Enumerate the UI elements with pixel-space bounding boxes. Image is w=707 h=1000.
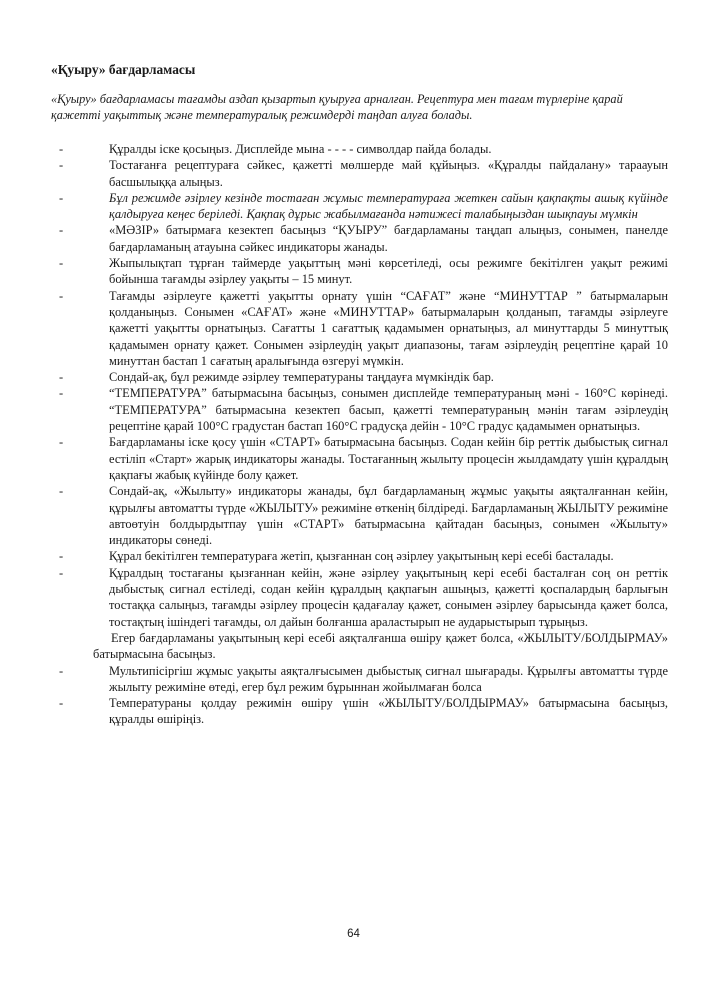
list-item-text: Мультипісіргіш жұмыс уақыты аяқталғысымен дыбыстық сигнал шығарады. Құрылғы автоматты түрде жылыту режиміне өтеді, егер бұл режим бұрыннан жойылмаған болса [109,663,668,694]
list-item [51,548,668,564]
dash-marker: - [59,288,64,303]
dash-marker: - [59,386,64,401]
list-item-text: Температураны қолдау режимін өшіру үшін «ЖЫЛЫТУ/БОЛДЫРМАУ» батырмасына басыңыз, құралды өшіріңіз. [109,696,668,727]
list-item [51,222,668,255]
list-item [51,157,668,190]
dash-marker: - [59,223,64,238]
list-item [51,434,668,483]
list-item-note [51,190,668,223]
list-item-text: Құрал бекітілген температураға жетіп, қызғаннан соң әзірлеу уақытының кері есебі басталады. [109,549,614,564]
list-item-text: «МӘЗІР» батырмаға кезектеп басыңыз “ҚУЫРУ” бағдарламаны таңдап алыңыз, сонымен, панелде бағдарламаның атауына сәйкес индикаторы жанады. [109,223,668,254]
dash-marker: - [59,565,64,580]
list-item-text: Сондай-ақ, бұл режимде әзірлеу температураны таңдауға мүмкіндік бар. [109,370,494,385]
list-item [51,483,668,548]
list-item [51,663,668,696]
list-item-text: Құралдың тостағаны қызғаннан кейін, және әзірлеу уақытының кері есебі басталған соң он реттік дыбыстық сигнал естіледі, содан кейін құралдың қақпағын ашыңыз, қажетті қоспалардың барлығын тостаққа салыңыз, тағамды әзірлеу процесін қадағалау қажет, сонымен әзірлеу барысында қажет болса, тостақтың ішіндегі тағамды, ол дайын болғанша араластырып не аударыстырып тұрыңыз. [109,565,668,629]
list-item-text: Тостағанға рецептураға сәйкес, қажетті мөлшерде май құйыңыз. «Құралды пайдалану» тараауын басшылыққа алыңыз. [109,158,668,189]
list-item-text: Егер бағдарламаны уақытының кері есебі аяқталғанша өшіру қажет болса, «ЖЫЛЫТУ/БОЛДЫРМАУ» батырмасына басыңыз. [93,630,668,662]
intro-paragraph: «Қуыру» бағдарламасы тағамды аздап қызартып қуыруға арналған. Рецептура мен тағам түрлеріне қарай қажетті уақыттық және температуралық режимдерді таңдап алуға болады. [51,92,623,122]
instruction-list [51,141,668,728]
list-item-text: Бұл режимде әзірлеу кезінде тостаған жұмыс температураға жеткен сайын қақпақты ашық күйінде қалдыруға кеңес беріледі. Қақпақ дұрыс жабылмағанда нәтижесі талабыңыздан шықпауы мүмкін [109,190,668,222]
list-item [51,385,668,434]
list-item-text: Құралды іске қосыңыз. Дисплейде мына - - - - символдар пайда болады. [109,142,492,156]
list-item-text: Жыпылықтап тұрған таймерде уақыттың мәні көрсетіледі, осы режимге бекітілген уақыт режимі бойынша тағамды әзірлеу уақыты – 15 минут. [109,256,668,287]
list-item [51,141,668,157]
dash-marker: - [59,435,64,450]
dash-marker: - [59,158,64,173]
list-item [51,695,668,728]
list-item [51,255,668,288]
dash-marker: - [59,663,64,678]
list-item-text: “ТЕМПЕРАТУРА” батырмасына басыңыз, сонымен дисплейде температураның мәні - 160°С көрінеді. “ТЕМПЕРАТУРА” батырмасына кезектеп басып, қажетті температураның мәнін тағам әзірлеудің рецептіне қарай 100°С градустан бастап 160°С градусқа дейін - 10°С градус қадамымен орнатыңыз. [109,386,668,434]
dash-marker: - [59,484,64,499]
dash-marker: - [59,370,64,385]
list-item [51,565,668,630]
dash-marker: - [59,696,64,711]
list-item-text: Тағамды әзірлеуге қажетті уақытты орнату үшін “САҒАТ” және “МИНУТТАР ” батырмаларын қолданыңыз. Сонымен «САҒАТ» және «МИНУТТАР» батырмаларын қолданып, тағамды әзірлеуге қажетті уақытты орнатыңыз. Сағатты 1 сағаттық қадамымен орнатыңыз, ал минуттарды 5 минуттық қадамымен орнату қажет. Сонымен әзірлеудің уақыт диапазоны, тағам әзірлеудің рецептіне қарай 10 минуттан бастап 1 сағатың аралығында өзгеруі мүмкін. [109,288,668,368]
list-item [51,369,668,385]
dash-marker: - [59,142,64,156]
section-title: «Қуыру» бағдарламасы [51,62,196,77]
list-item [51,288,668,369]
list-paragraph [51,630,668,663]
list-item-text: Бағдарламаны іске қосу үшін «СТАРТ» батырмасына басыңыз. Содан кейін бір реттік дыбыстық сигнал естіліп «Старт» жарық индикаторы жанады. Тостағанның жылыту процесін жылдамдату үшін құралдың қақпағы жабық күйінде болу қажет. [109,435,668,482]
dash-marker: - [59,190,64,205]
list-item-text: Сондай-ақ, «Жылыту» индикаторы жанады, бұл бағдарламаның жұмыс уақыты аяқталғаннан кейін, құрылғы автоматты түрде «ЖЫЛЫТУ» режиміне өткенің білдіреді. Бағдарламаның ЖЫЛЫТУ режиміне автоөтуін болдырдытпау үшін «СТАРТ» батырмасына қайтадан басыңыз, сонымен «Жылыту» индикаторы сөнеді. [109,484,668,548]
dash-marker: - [59,549,64,564]
dash-marker: - [59,256,64,271]
page-number: 64 [347,928,360,940]
